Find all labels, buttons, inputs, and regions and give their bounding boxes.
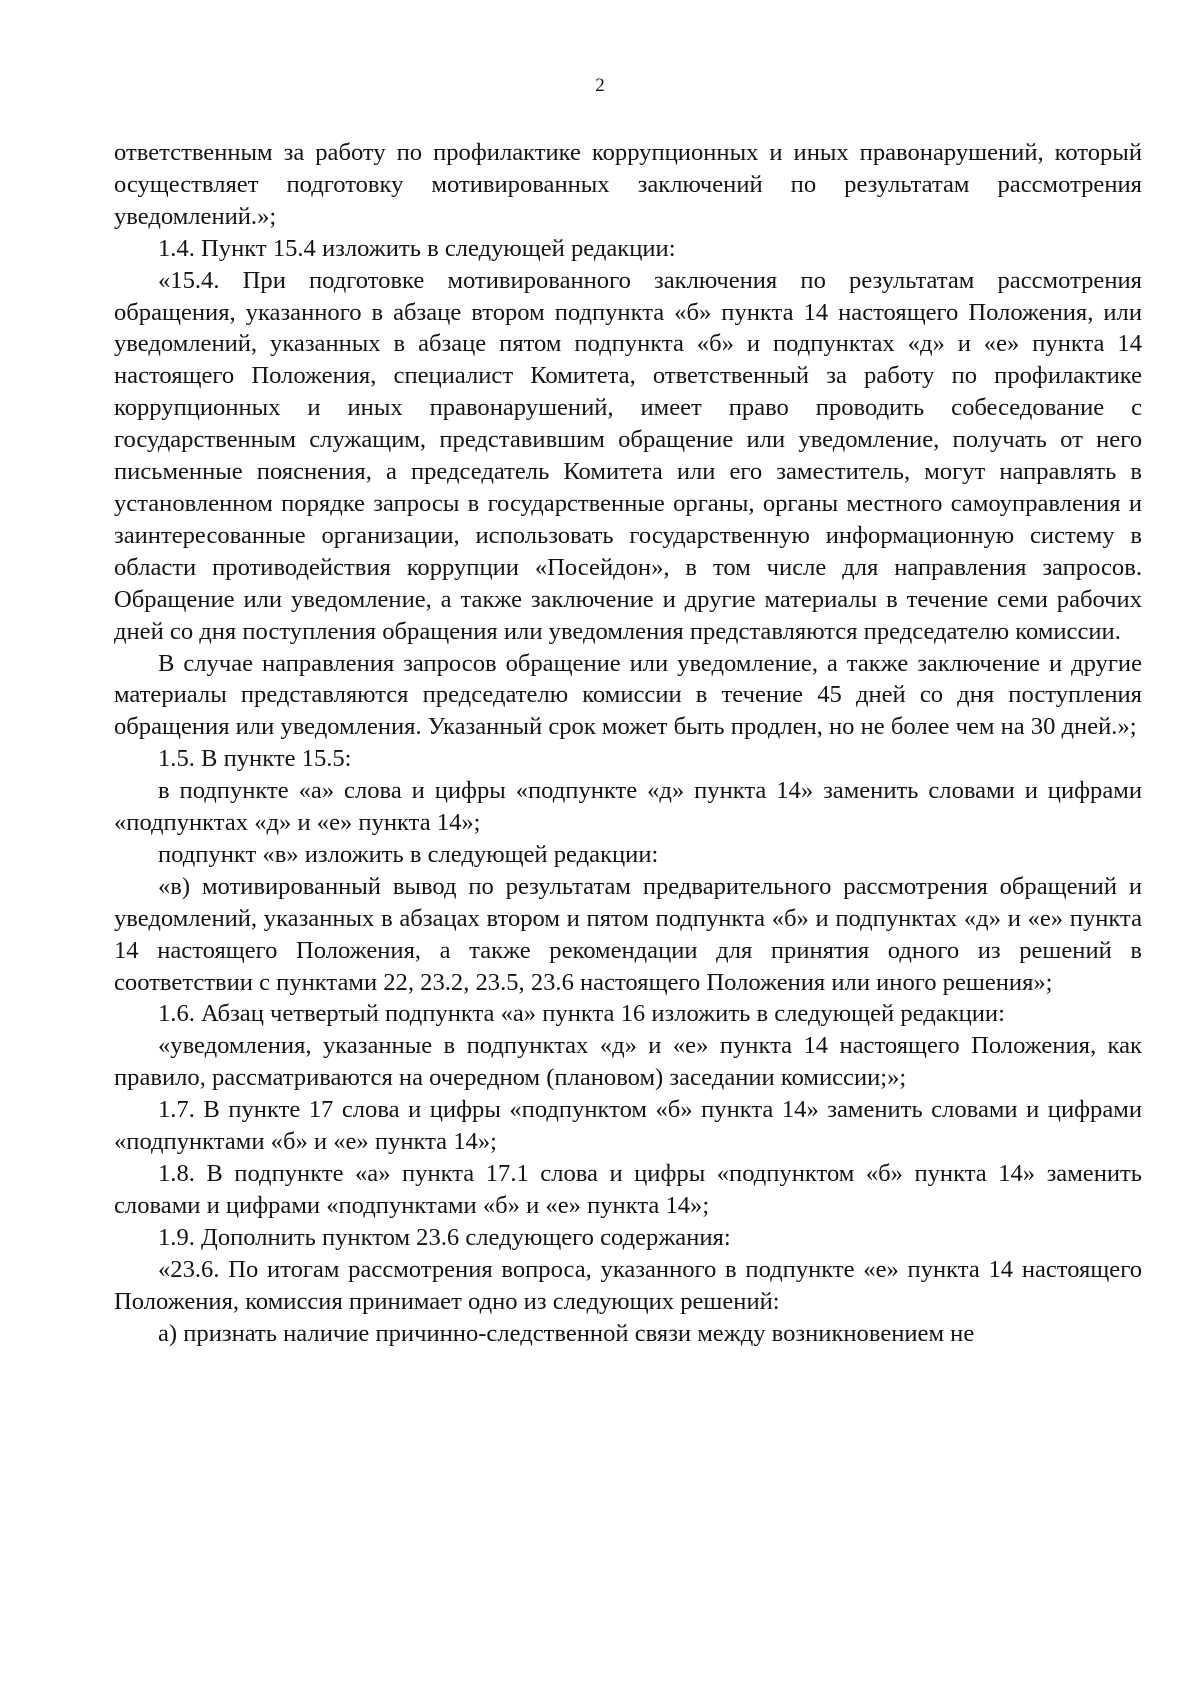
paragraph-item-1-5: 1.5. В пункте 15.5: xyxy=(158,745,352,773)
paragraph-clause-23-6-a: а) признать наличие причинно-следственной связи между возникновением не xyxy=(158,1319,975,1347)
paragraph-continuation: ответственным за работу по профилактике коррупционных и иных правонарушений, который осуществляет подготовку мотивированных заключений по результатам рассмотрения уведомлений.»; xyxy=(114,139,1142,230)
paragraph-item-1-9: 1.9. Дополнить пунктом 23.6 следующего содержания: xyxy=(158,1223,731,1251)
paragraph-clause-15-4: «15.4. При подготовке мотивированного заключения по результатам рассмотрения обращения, указанного в абзаце втором подпункта «б» пункта 14 настоящего Положения, или уведомлений, указанных в абзаце пятом подпункта «б» и подпунктах «д» и «е» пункта 14 настоящего Положения, специалист Комитета, ответственный за работу по профилактике коррупционных и иных правонарушений, имеет право проводить собеседование с государственным служащим, представившим обращение или уведомление, получать от него письменные пояснения, а председатель Комитета или его заместитель, могут направлять в установленном порядке запросы в государственные органы, органы местного самоуправления и заинтересованные организации, использовать государственную информационную систему в области противодействия коррупции «Посейдон», в том числе для направления запросов. Обращение или уведомление, а также заключение и другие материалы в течение семи рабочих дней со дня поступления обращения или уведомления представляются председателю комиссии. xyxy=(114,266,1142,645)
paragraph-clause-15-4-requests: В случае направления запросов обращение или уведомление, а также заключение и другие материалы представляются председателю комиссии в течение 45 дней со дня поступления обращения или уведомления. Указанный срок может быть продлен, но не более чем на 30 дней.»; xyxy=(114,649,1142,741)
page-number: 2 xyxy=(595,75,605,96)
document-body xyxy=(114,137,1142,1349)
paragraph-subitem-v: «в) мотивированный вывод по результатам предварительного рассмотрения обращений и уведомлений, указанных в абзацах втором и пятом подпункта «б» и подпунктах «д» и «е» пункта 14 настоящего Положения, а также рекомендации для принятия одного из решений в соответствии с пунктами 22, 23.2, 23.5, 23.6 настоящего Положения или иного решения»; xyxy=(114,872,1142,996)
paragraph-subitem-a: в подпункте «а» слова и цифры «подпункте «д» пункта 14» заменить словами и цифрами «подпунктах «д» и «е» пункта 14»; xyxy=(114,777,1142,837)
paragraph-item-1-4: 1.4. Пункт 15.4 изложить в следующей редакции: xyxy=(158,234,676,262)
paragraph-clause-23-6: «23.6. По итогам рассмотрения вопроса, указанного в подпункте «е» пункта 14 настоящего Положения, комиссия принимает одно из следующих решений: xyxy=(114,1255,1142,1315)
paragraph-item-1-8: 1.8. В подпункте «а» пункта 17.1 слова и цифры «подпунктом «б» пункта 14» заменить словами и цифрами «подпунктами «б» и «е» пункта 14»; xyxy=(114,1160,1142,1219)
paragraph-item-1-6-text: «уведомления, указанные в подпунктах «д» и «е» пункта 14 настоящего Положения, как правило, рассматриваются на очередном (плановом) заседании комиссии;»; xyxy=(114,1032,1142,1092)
paragraph-item-1-6: 1.6. Абзац четвертый подпункта «а» пункта 16 изложить в следующей редакции: xyxy=(158,1000,1005,1028)
paragraph-subitem-v-intro: подпункт «в» изложить в следующей редакции: xyxy=(158,840,659,868)
paragraph-item-1-7: 1.7. В пункте 17 слова и цифры «подпунктом «б» пункта 14» заменить словами и цифрами «подпунктами «б» и «е» пункта 14»; xyxy=(114,1096,1142,1156)
